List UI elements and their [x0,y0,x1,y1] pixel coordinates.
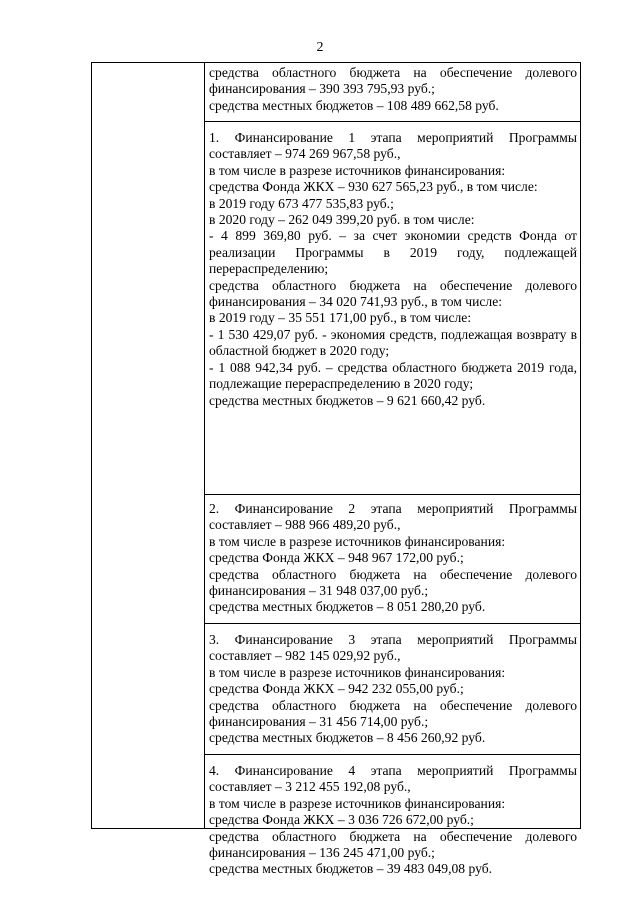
block-line: средства областного бюджета на обеспечение долевого финансирования – 31 948 037,00 руб.; [209,566,577,599]
block-line: средства областного бюджета на обеспечение долевого финансирования – 31 456 714,00 руб.; [209,697,577,730]
page-number: 2 [316,40,324,55]
block-line: в том числе в разрезе источников финансирования: [209,664,506,680]
block-line: в том числе в разрезе источников финансирования: [209,162,506,178]
block-line: 3. Финансирование 3 этапа мероприятий Программы составляет – 982 145 029,92 руб., [209,632,577,664]
financing-table [91,62,581,877]
block-line: - 1 088 942,34 руб. – средства областного бюджета 2019 года, подлежащие перераспределению в 2020 году; [209,359,577,392]
block-line: средства местных бюджетов – 9 621 660,42 руб. [209,392,486,408]
financing-block-stage-1 [205,122,580,495]
block-line: в 2019 году 673 477 535,83 руб.; [209,195,394,211]
block-line: в 2019 году – 35 551 171,00 руб., в том числе: [209,310,472,326]
financing-block-total [205,63,580,122]
left-column-empty [92,63,205,828]
financing-block-stage-3 [205,624,580,755]
block-line: средства Фонда ЖКХ – 942 232 055,00 руб.; [209,681,464,697]
financing-block-stage-4 [205,755,580,877]
block-line: 4. Финансирование 4 этапа мероприятий Программы составляет – 3 212 455 192,08 руб., [209,763,577,795]
block-line: средства Фонда ЖКХ – 3 036 726 672,00 руб.; [209,812,474,828]
block-line: средства местных бюджетов – 8 456 260,92 руб. [209,730,486,746]
block-line: средства областного бюджета на обеспечение долевого финансирования – 136 245 471,00 руб.; [209,828,577,861]
block-line: средства областного бюджета на обеспечение долевого финансирования – 390 393 795,93 руб.; [209,65,577,97]
block-line: 2. Финансирование 2 этапа мероприятий Программы составляет – 988 966 489,20 руб., [209,501,577,533]
block-line: средства местных бюджетов – 108 489 662,58 руб. [209,97,499,113]
block-line: - 4 899 369,80 руб. – за счет экономии средств Фонда от реализации Программы в 2019 году, подлежащей перераспределению; [209,228,577,277]
block-line: 1. Финансирование 1 этапа мероприятий Программы составляет – 974 269 967,58 руб., [209,130,577,162]
block-line: в 2020 году – 262 049 399,20 руб. в том числе: [209,212,475,228]
block-line: средства Фонда ЖКХ – 930 627 565,23 руб., в том числе: [209,179,538,195]
block-line: средства Фонда ЖКХ – 948 967 172,00 руб.; [209,550,464,566]
block-line: средства местных бюджетов – 39 483 049,08 руб. [209,861,493,877]
block-line: в том числе в разрезе источников финансирования: [209,795,506,811]
block-line: - 1 530 429,07 руб. - экономия средств, подлежащая возврату в областной бюджет в 2020 году; [209,326,577,359]
block-line: средства местных бюджетов – 8 051 280,20 руб. [209,599,486,615]
block-line: в том числе в разрезе источников финансирования: [209,533,506,549]
right-column [205,63,580,877]
financing-block-stage-2 [205,495,580,624]
block-line: средства областного бюджета на обеспечение долевого финансирования – 34 020 741,93 руб., в том числе: [209,277,577,310]
